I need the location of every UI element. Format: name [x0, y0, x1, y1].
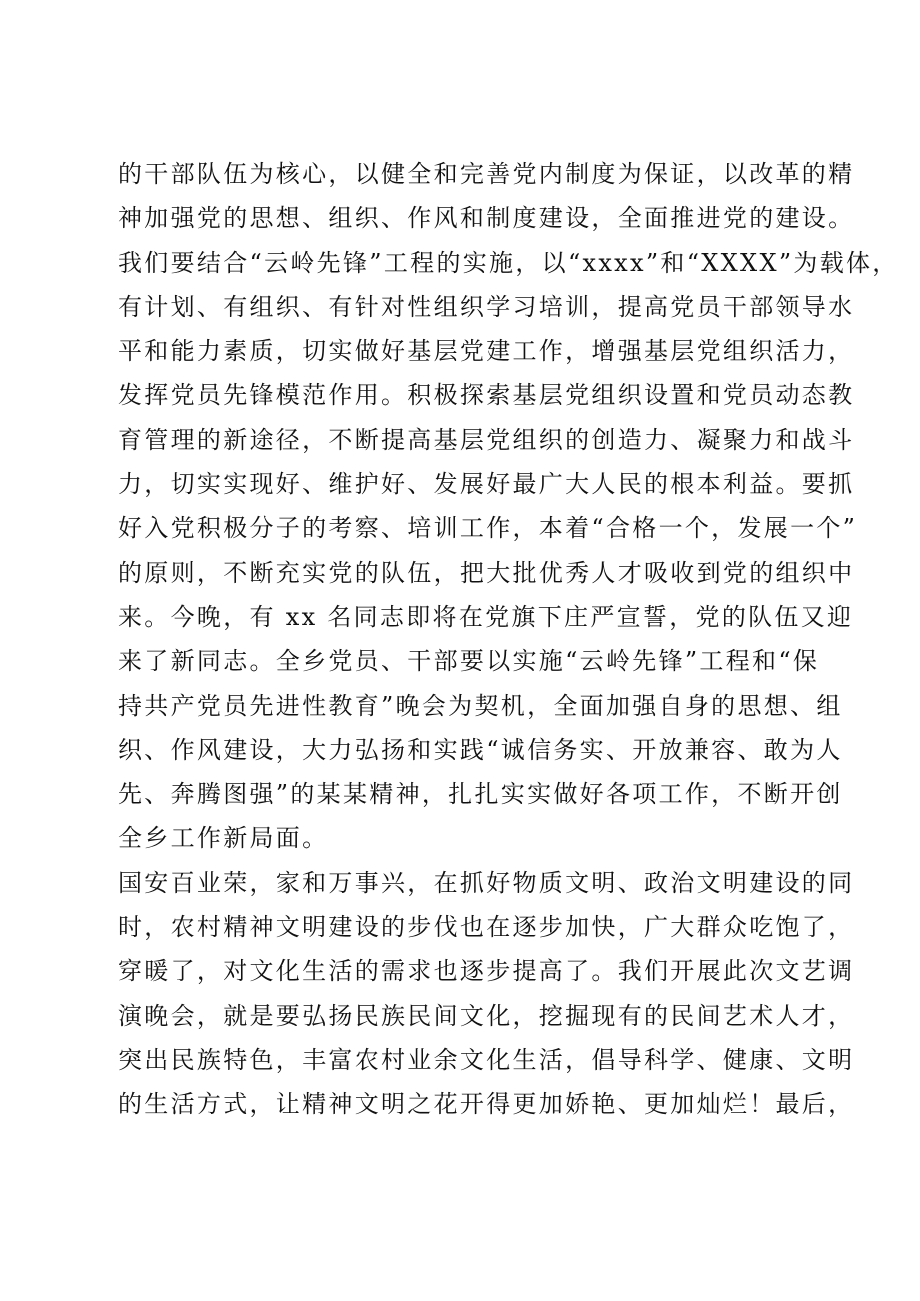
text-line: 力，切实实现好、维护好、发展好最广大人民的根本利益。要抓 [118, 470, 855, 499]
text-line: 来了新同志。全乡党员、干部要以实施“云岭先锋”工程和“保 [118, 647, 820, 676]
text-line: 持共产党员先进性教育”晚会为契机，全面加强自身的思想、组 [118, 691, 843, 720]
text-line: 的生活方式，让精神文明之花开得更加娇艳、更加灿烂！最后， [118, 1090, 855, 1119]
text-line: 有计划、有组织、有针对性组织学习培训，提高党员干部领导水 [118, 292, 855, 321]
text-line: 突出民族特色，丰富农村业余文化生活，倡导科学、健康、文明 [118, 1045, 855, 1074]
document-body [118, 152, 899, 1127]
text-line: 的干部队伍为核心，以健全和完善党内制度为保证，以改革的精 [118, 160, 855, 188]
text-line: 来。今晚，有 xx 名同志即将在党旗下庄严宣誓，党的队伍又迎 [118, 602, 854, 631]
text-line: 平和能力素质，切实做好基层党建工作，增强基层党组织活力， [118, 337, 855, 366]
text-line: 育管理的新途径，不断提高基层党组织的创造力、凝聚力和战斗 [118, 425, 855, 454]
text-line: 演晚会，就是要弘扬民族民间文化，挖掘现有的民间艺术人才， [118, 1001, 855, 1030]
text-line: 国安百业荣，家和万事兴，在抓好物质文明、政治文明建设的同 [118, 868, 855, 897]
text-line: 织、作风建设，大力弘扬和实践“诚信务实、开放兼容、敢为人 [118, 735, 843, 764]
text-line: 我们要结合“云岭先锋”工程的实施，以“xxxx”和“XXXX”为载体， [118, 248, 899, 277]
text-line: 发挥党员先锋模范作用。积极探索基层党组织设置和党员动态教 [118, 381, 855, 410]
text-line: 的原则，不断充实党的队伍，把大批优秀人才吸收到党的组织中 [118, 558, 855, 587]
text-line: 神加强党的思想、组织、作风和制度建设，全面推进党的建设。 [118, 204, 855, 233]
text-line: 先、奔腾图强”的某某精神，扎扎实实做好各项工作，不断开创 [118, 780, 843, 809]
text-line: 好入党积极分子的考察、培训工作，本着“合格一个，发展一个” [118, 514, 858, 543]
text-line: 穿暖了，对文化生活的需求也逐步提高了。我们开展此次文艺调 [118, 957, 855, 986]
text-line: 时，农村精神文明建设的步伐也在逐步加快，广大群众吃饱了， [118, 913, 855, 942]
text-line: 全乡工作新局面。 [118, 824, 329, 853]
